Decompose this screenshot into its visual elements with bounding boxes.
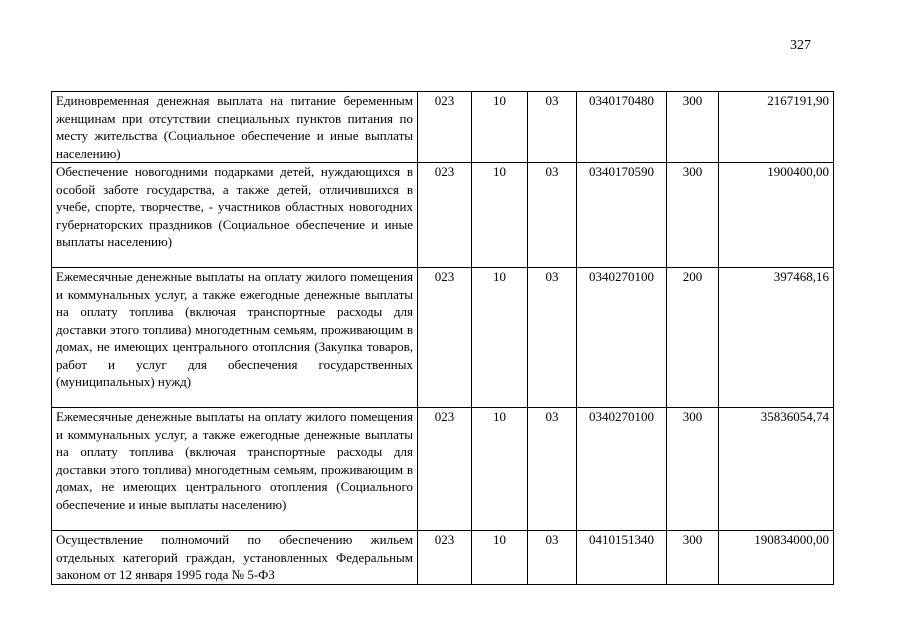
table-row [52, 92, 834, 163]
amount: 2167191,90 [719, 92, 834, 163]
grbs-code: 023 [418, 531, 472, 585]
amount: 1900400,00 [719, 163, 834, 268]
budget-table [51, 91, 834, 585]
grbs-code: 023 [418, 163, 472, 268]
amount: 190834000,00 [719, 531, 834, 585]
section-code: 10 [472, 92, 528, 163]
section-code: 10 [472, 408, 528, 531]
amount: 35836054,74 [719, 408, 834, 531]
target-article-code: 0340270100 [577, 408, 667, 531]
target-article-code: 0340270100 [577, 268, 667, 408]
grbs-code: 023 [418, 92, 472, 163]
row-description: Ежемесячные денежные выплаты на оплату жилого помещения и коммунальных услуг, а также ежегодные денежные выплаты на оплату топлива (включая транспортные расходы для доставки этого топлива) многодетным семьям, проживающим в домах, не имеющих центрального отопления (Социального обеспечение и иные выплаты населению) [52, 408, 418, 531]
row-description: Осуществление полномочий по обеспечению жильем отдельных категорий граждан, установленных Федеральным законом от 12 января 1995 года № 5-ФЗ [52, 531, 418, 585]
expense-type-code: 300 [667, 408, 719, 531]
table-row [52, 163, 834, 268]
table-row [52, 268, 834, 408]
subsection-code: 03 [528, 531, 577, 585]
amount: 397468,16 [719, 268, 834, 408]
target-article-code: 0340170480 [577, 92, 667, 163]
expense-type-code: 300 [667, 531, 719, 585]
expense-type-code: 300 [667, 163, 719, 268]
grbs-code: 023 [418, 408, 472, 531]
row-description: Обеспечение новогодними подарками детей, нуждающихся в особой заботе государства, а также детей, отличившихся в учебе, спорте, творчестве, - участников областных новогодних губернаторских праздников (Социальное обеспечение и иные выплаты населению) [52, 163, 418, 268]
section-code: 10 [472, 163, 528, 268]
expense-type-code: 200 [667, 268, 719, 408]
subsection-code: 03 [528, 408, 577, 531]
expense-type-code: 300 [667, 92, 719, 163]
section-code: 10 [472, 531, 528, 585]
page-number: 327 [790, 38, 811, 53]
grbs-code: 023 [418, 268, 472, 408]
subsection-code: 03 [528, 268, 577, 408]
subsection-code: 03 [528, 92, 577, 163]
row-description: Единовременная денежная выплата на питание беременным женщинам при отсутствии специальных пунктов питания по месту жительства (Социальное обеспечение и иные выплаты населению) [52, 92, 418, 163]
row-description: Ежемесячные денежные выплаты на оплату жилого помещения и коммунальных услуг, а также ежегодные денежные выплаты на оплату топлива (включая транспортные расходы для доставки этого топлива) многодетным семьям, проживающим в домах, не имеющих центрального отоплсния (Закупка товаров, работ и услуг для обеспечения государственных (муниципальных) нужд) [52, 268, 418, 408]
table-row [52, 408, 834, 531]
target-article-code: 0410151340 [577, 531, 667, 585]
section-code: 10 [472, 268, 528, 408]
table-row [52, 531, 834, 585]
target-article-code: 0340170590 [577, 163, 667, 268]
subsection-code: 03 [528, 163, 577, 268]
